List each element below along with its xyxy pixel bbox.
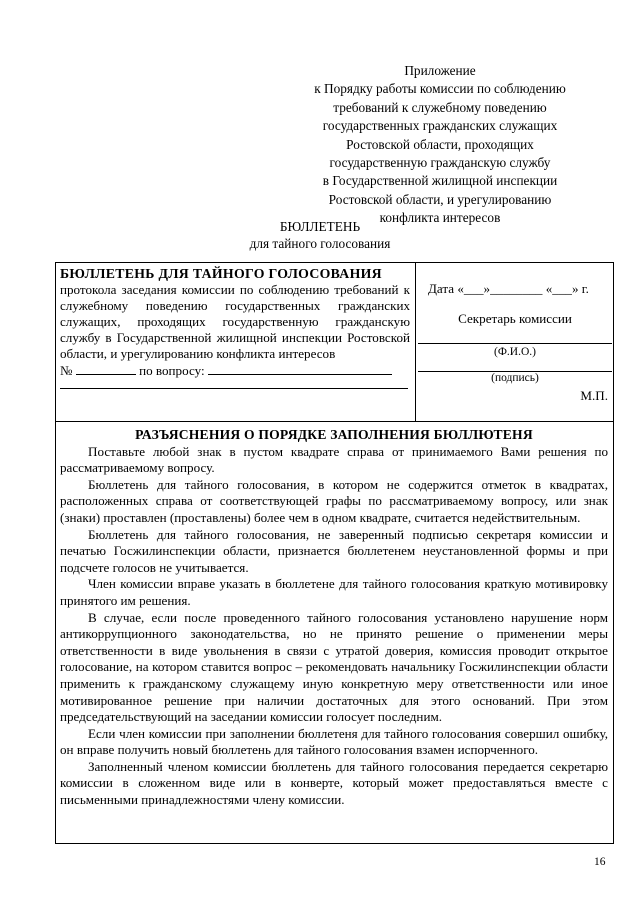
appendix-line: государственную гражданскую службу <box>329 155 551 171</box>
appendix-line: Приложение <box>404 63 476 78</box>
explanation-paragraph: Бюллетень для тайного голосования, в котором не содержится отметок в квадратах, расположенных справа от соответствующей графы по рассматриваемому вопросу, или знак (знаки) проставлен (проставлены) более чем в одном квадрате, считается недействительным. <box>60 476 608 525</box>
question-line <box>60 362 410 379</box>
date-line[interactable]: Дата «___»________ «___» г. <box>428 281 589 296</box>
secretary-label: Секретарь комиссии <box>458 311 572 326</box>
explanation-paragraph: В случае, если после проведенного тайного голосования установлено нарушение норм антикоррупционного законодательства, но не принято решение о применении меры ответственности в виде увольнения в связи с утратой доверия, комиссия проводит открытое голосование, на котором ставится вопрос – рекомендовать начальнику Госжилинспекции области применить к гражданскому служащему иную конкретную меру ответственности или иное мотивированное решение при наличии достаточных для этого оснований. При этом председательствующий на заседании комиссии голосует последним. <box>60 609 608 725</box>
ballot-form <box>55 262 614 844</box>
appendix-line: требований к служебному поведению <box>333 99 547 115</box>
appendix-header <box>290 62 590 228</box>
protocol-number-field[interactable] <box>76 362 136 375</box>
explanation-paragraph: Поставьте любой знак в пустом квадрате справа от принимаемого Вами решения по рассматриваемому вопросу. <box>60 443 608 476</box>
ballot-body: протокола заседания комиссии по соблюдению требований к служебному поведению государственных гражданских служащих, проходящих государственную гражданскую службу в Государственной жилищной инспекции Ростовской области, и урегулированию конфликта интересов <box>60 282 410 361</box>
signature-caption: (подпись) <box>491 372 539 384</box>
explanation-paragraph: Бюллетень для тайного голосования, не заверенный подписью секретаря комиссии и печатью Госжилинспекции области, признается бюллетенем неустановленной формы и при подсчете голосов не учитывается. <box>60 526 608 575</box>
explanation-title: РАЗЪЯСНЕНИЯ О ПОРЯДКЕ ЗАПОЛНЕНИЯ БЮЛЛЮТЕНЯ <box>135 427 533 442</box>
ballot-info-cell <box>60 266 410 389</box>
page-number: 16 <box>594 856 606 868</box>
document-title: БЮЛЛЕТЕНЬ <box>279 219 361 234</box>
fio-field[interactable] <box>418 343 612 344</box>
fio-caption: (Ф.И.О.) <box>494 346 536 358</box>
appendix-line: Ростовской области, и урегулированию <box>328 191 552 207</box>
appendix-line: конфликта интересов <box>379 210 501 226</box>
document-subtitle: для тайного голосования <box>249 235 391 251</box>
ballot-signature-cell <box>416 263 614 421</box>
ballot-heading: БЮЛЛЕТЕНЬ ДЛЯ ТАЙНОГО ГОЛОСОВАНИЯ <box>60 266 382 281</box>
explanation-section <box>60 427 608 809</box>
question-label: по вопросу: <box>139 363 205 378</box>
section-divider <box>56 421 613 422</box>
appendix-line: государственных гражданских служащих <box>322 118 558 134</box>
explanation-paragraph: Если член комиссии при заполнении бюллетеня для тайного голосования совершил ошибку, он вправе получить новый бюллетень для тайного голосования взамен испорченного. <box>60 725 608 758</box>
appendix-line: в Государственной жилищной инспекции <box>322 173 558 189</box>
question-field-continued[interactable] <box>60 379 408 389</box>
explanation-paragraph: Член комиссии вправе указать в бюллетене для тайного голосования краткую мотивировку принятого им решения. <box>60 576 608 608</box>
number-label: № <box>60 363 73 378</box>
question-field[interactable] <box>208 362 392 375</box>
appendix-line: Ростовской области, проходящих <box>346 136 534 152</box>
appendix-line: к Порядку работы комиссии по соблюдению <box>314 81 566 97</box>
document-title-block <box>200 219 440 252</box>
stamp-place-label: М.П. <box>580 388 608 403</box>
explanation-paragraph: Заполненный членом комиссии бюллетень для тайного голосования передается секретарю комиссии в сложенном виде или в конверте, который может предоставляться вместе с письменными принадлежностями члену комиссии. <box>60 758 608 808</box>
